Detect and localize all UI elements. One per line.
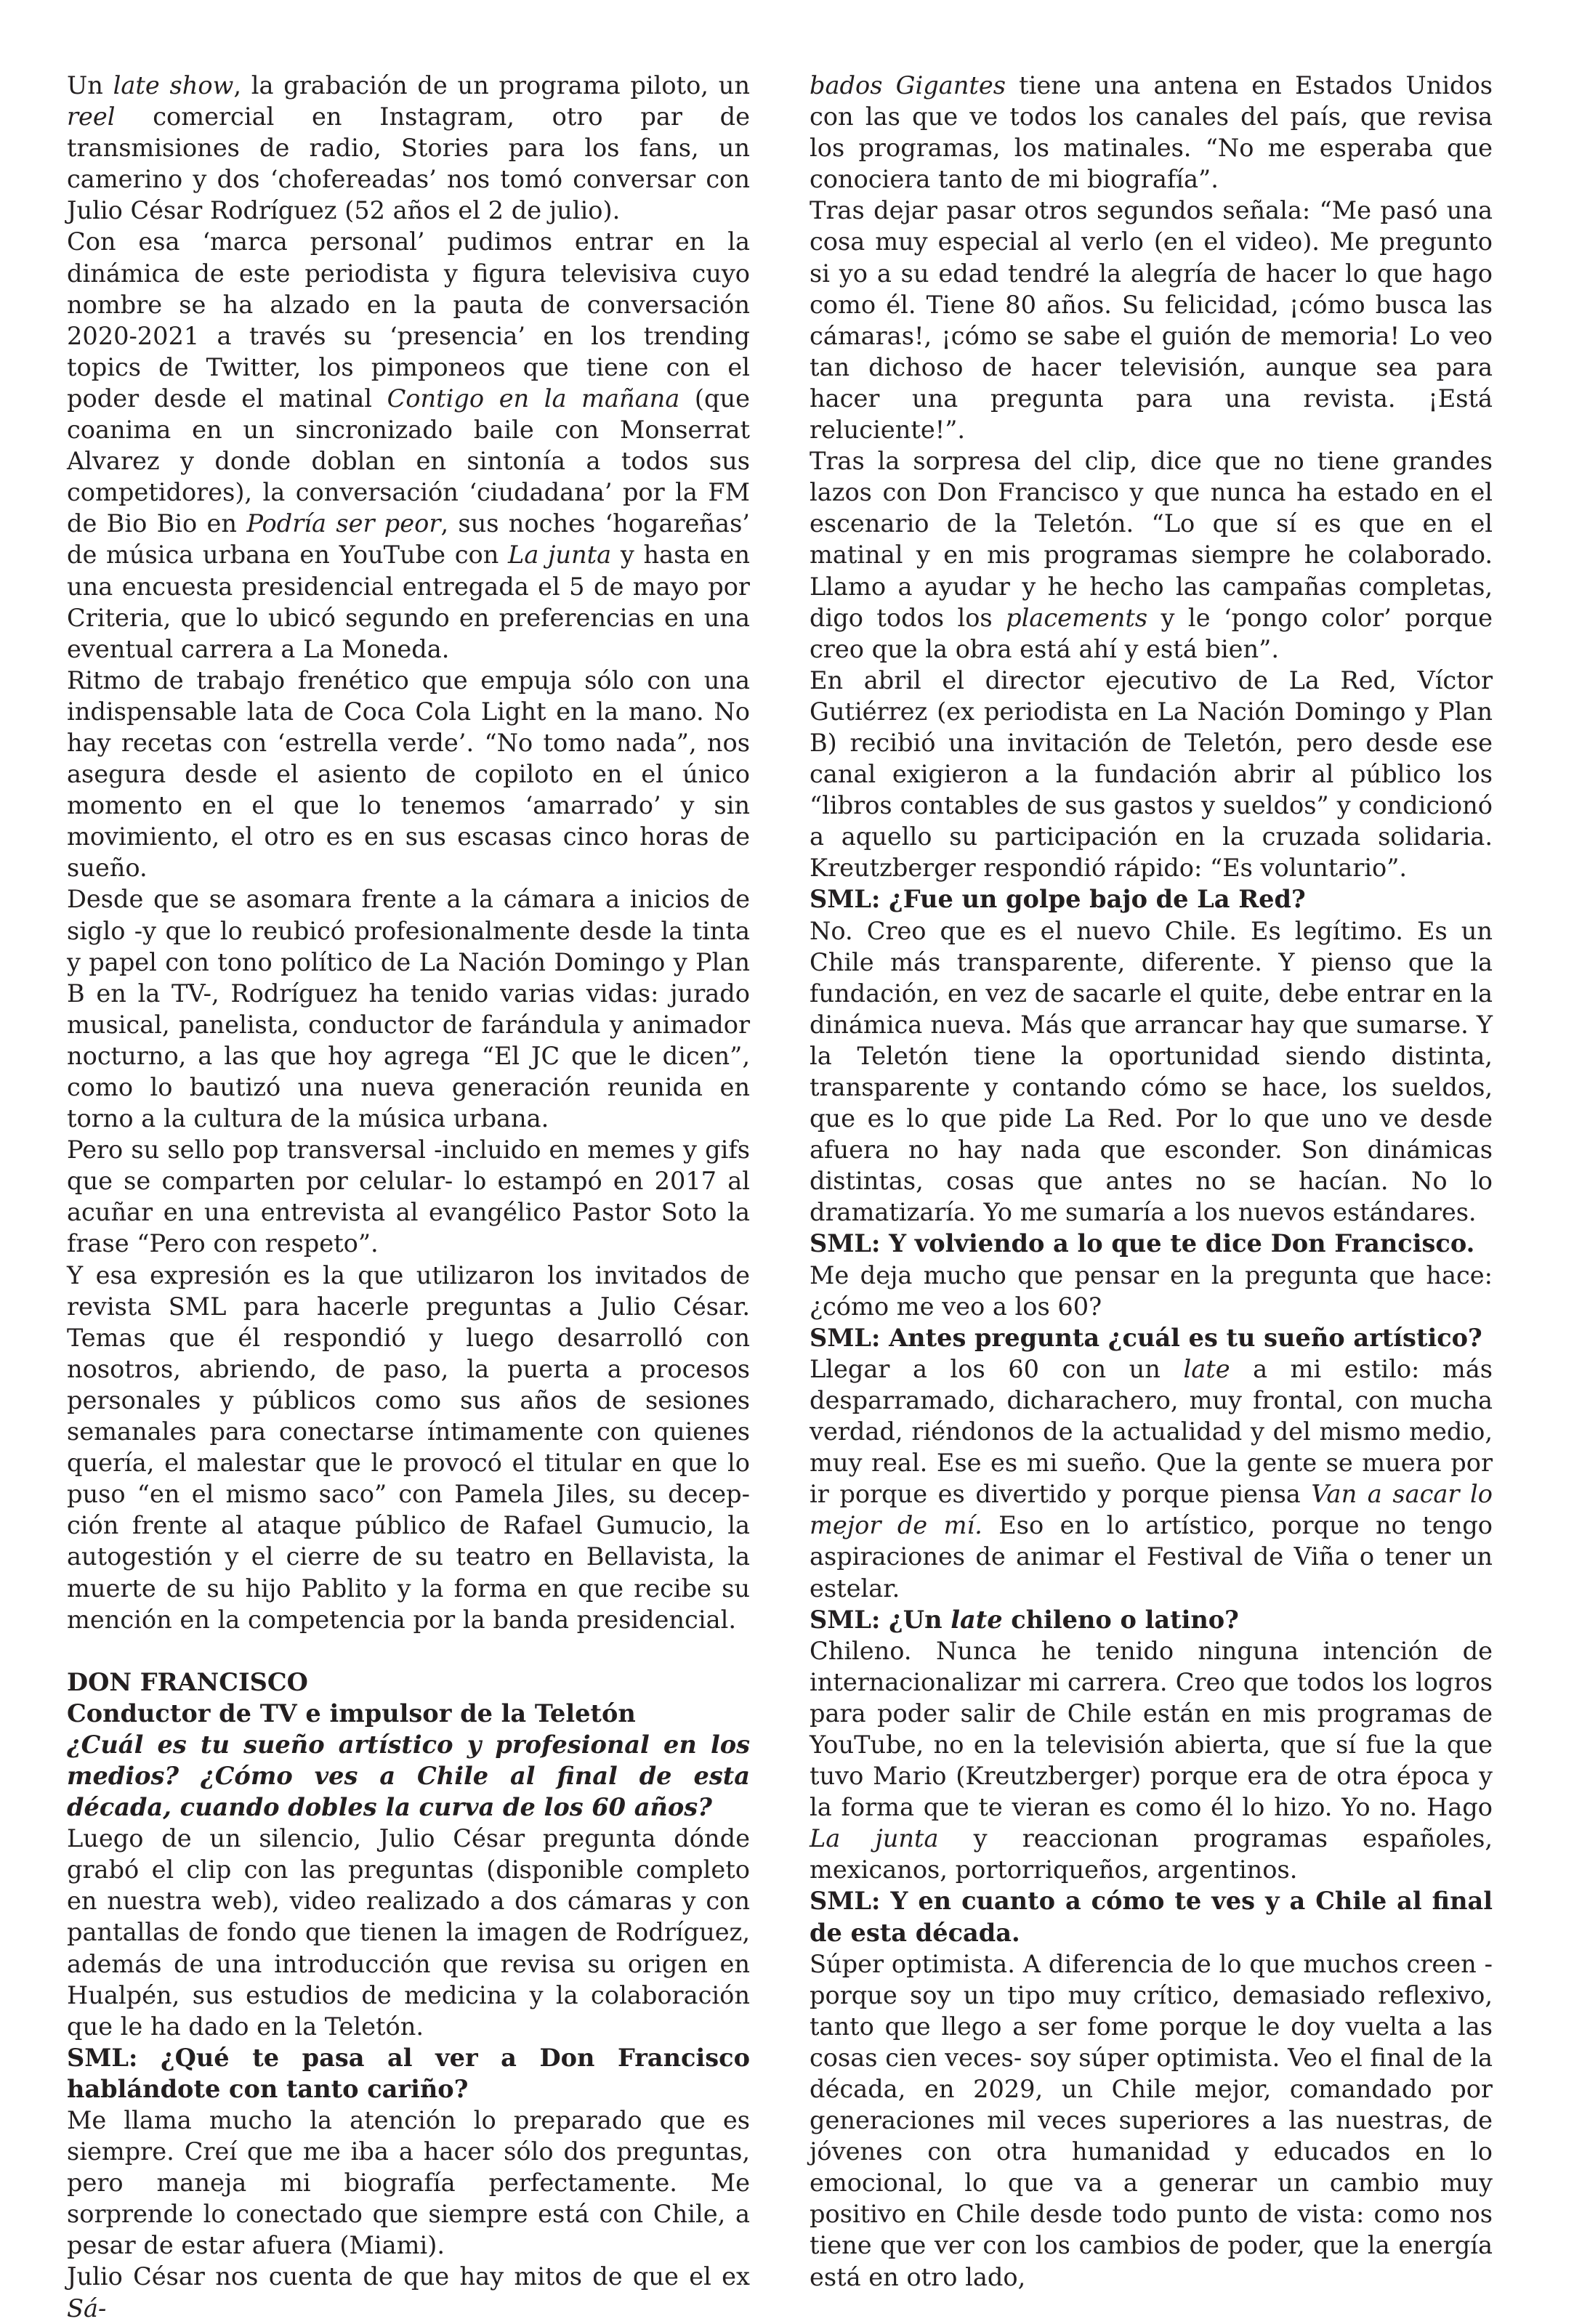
right-column [810, 70, 1493, 2293]
left-column [67, 70, 750, 2324]
interview-answer: Súper optimista. A diferencia de lo que muchos creen -porque soy un tipo muy crítico, demasiado reflexivo, tanto que llego a ser fome porque le doy vuelta a las cosas cien veces- soy súper optimista. Veo el final de la década, en 2029, un Chile mejor, comandado por generaciones mil veces superiores a las nuestras, de jóvenes con otra humanidad y educados en lo emocional, lo que va a generar un cambio muy positivo en Chile desde todo punto de vista: como nos tiene que ver con los cambios de poder, que la energía está en otro lado, [810, 1949, 1493, 2291]
body-paragraph: bados Gigantes tiene una antena en Estados Unidos con las que ve todos los canales del país, que revisa los programas, los matinales. “No me esperaba que conociera tanto de mi biografía”. [810, 71, 1493, 194]
interview-answer: Me deja mucho que pensar en la pregunta que hace: ¿cómo me veo a los 60? [810, 1260, 1493, 1321]
guest-name: DON FRANCISCO [67, 1667, 308, 1696]
interview-answer: Chileno. Nunca he tenido ninguna intención de internacionalizar mi carrera. Creo que todos los logros para poder salir de Chile están en mis programas de YouTube, no en la televisión abierta, que sí fue la que tuvo Mario (Kreutzberger) porque era de otra época y la forma que te vieran es como él lo hizo. Yo no. Hago La junta y reaccionan programas españoles, mexicanos, portorriqueños, argentinos. [810, 1636, 1493, 1884]
body-paragraph: Y esa expresión es la que utilizaron los invitados de revista SML para hacerle preguntas a Julio César. Temas que él respondió y luego desarrolló con nosotros, abriendo, de paso, la puerta a procesos personales y públicos como sus años de sesiones semanales para conectarse íntimamente con quienes quería, el malestar que le provocó el titular en que lo puso “en el mismo saco” con Pamela Jiles, su decepción frente al ataque público de Rafael Gumucio, la autogestión y el cierre de su teatro en Bellavista, la muerte de su hijo Pablito y la forma en que recibe su mención en la competencia por la banda presidencial. [67, 1260, 750, 1634]
interview-question: SML: ¿Qué te pasa al ver a Don Francisco hablándote con tanto cariño? [67, 2042, 750, 2103]
guest-question: ¿Cuál es tu sueño artístico y profesional en los medios? ¿Cómo ves a Chile al final de esta década, cuando dobles la curva de los 60 años? [67, 1729, 750, 1822]
interview-question: SML: Antes pregunta ¿cuál es tu sueño artístico? [810, 1322, 1482, 1352]
interview-question: SML: Y volviendo a lo que te dice Don Francisco. [810, 1228, 1475, 1258]
intro-paragraph: Un late show, la grabación de un programa piloto, un reel comercial en Instagram, otro par de transmisiones de radio, Stories para los fans, un camerino y dos ‘chofereadas’ nos tomó conversar con Julio César Rodríguez (52 años el 2 de julio). [67, 71, 750, 225]
body-paragraph: Luego de un silencio, Julio César pregunta dónde grabó el clip con las preguntas (disponible completo en nuestra web), video realizado a dos cámaras y con pantallas de fondo que tienen la imagen de Rodríguez, además de una introducción que revisa su origen en Hualpén, sus estudios de medicina y la colaboración que le ha dado en la Teletón. [67, 1824, 750, 2041]
body-paragraph: Pero su sello pop transversal -incluido en memes y gifs que se comparten por celular- lo estampó en 2017 al acuñar en una entrevista al evangélico Pastor Soto la frase “Pero con respeto”. [67, 1135, 750, 1258]
body-paragraph: Desde que se asomara frente a la cámara a inicios de siglo -y que lo reubicó profesionalmente desde la tinta y papel con tono político de La Nación Domingo y Plan B en la TV-, Rodríguez ha tenido varias vidas: jurado musical, panelista, conductor de farándula y animador nocturno, a las que hoy agrega “El JC que le dicen”, como lo bautizó una nueva generación reunida en torno a la cultura de la música urbana. [67, 885, 750, 1133]
interview-answer: Me llama mucho la atención lo preparado que es siempre. Creí que me iba a hacer sólo dos preguntas, pero maneja mi biografía perfectamente. Me sorprende lo conectado que siempre está con Chile, a pesar de estar afuera (Miami). [67, 2106, 750, 2260]
body-paragraph: Con esa ‘marca personal’ pudimos entrar en la dinámica de este periodista y figura televisiva cuyo nombre se ha alzado en la pauta de conversación 2020-2021 a través su ‘presencia’ en los trending topics de Twitter, los pimponeos que tiene con el poder desde el matinal Contigo en la mañana (que coanima en un sincronizado baile con Monserrat Alvarez y donde doblan en sintonía a todos sus competidores), la conversación ‘ciudadana’ por la FM de Bio Bio en Podría ser peor, sus noches ‘hogareñas’ de música urbana en YouTube con La junta y hasta en una encuesta presidencial entregada el 5 de mayo por Criteria, que lo ubicó segundo en preferencias en una eventual carrera a La Moneda. [67, 227, 751, 663]
body-paragraph: Julio César nos cuenta de que hay mitos de que el ex Sá- [67, 2262, 750, 2323]
guest-role: Conductor de TV e impulsor de la Teletón [67, 1698, 636, 1728]
body-paragraph: Tras dejar pasar otros segundos señala: “Me pasó una cosa muy especial al verlo (en el video). Me pregunto si yo a su edad tendré la alegría de hacer lo que hago como él. Tiene 80 años. Su felicidad, ¡cómo busca las cámaras!, ¡cómo se sabe el guión de memoria! Lo veo tan dichoso de hacer televisión, aunque sea para hacer una pregunta para una revista. ¡Está reluciente!”. [810, 196, 1493, 445]
interview-question: SML: Y en cuanto a cómo te ves y a Chile al final de esta década. [810, 1886, 1493, 1947]
body-paragraph: Tras la sorpresa del clip, dice que no tiene grandes lazos con Don Francisco y que nunca ha estado en el escenario de la Teletón. “Lo que sí es que en el matinal y en mis programas siempre he colaborado. Llamo a ayudar y he hecho las campañas completas, digo todos los placements y le ‘pongo color’ porque creo que la obra está ahí y está bien”. [810, 447, 1493, 663]
interview-question: SML: ¿Fue un golpe bajo de La Red? [810, 884, 1306, 914]
section-spacer [67, 1635, 750, 1667]
interview-answer: Llegar a los 60 con un late a mi estilo: más desparramado, dicharachero, muy frontal, con mucha verdad, riéndonos de la actualidad y del mismo medio, muy real. Ese es mi sueño. Que la gente se muera por ir porque es divertido y porque piensa Van a sacar lo mejor de mí. Eso en lo artístico, porque no tengo aspiraciones de animar el Festival de Viña o tener un estelar. [810, 1354, 1493, 1603]
body-paragraph: En abril el director ejecutivo de La Red, Víctor Gutiérrez (ex periodista en La Nación Domingo y Plan B) recibió una invitación de Teletón, pero desde ese canal exigieron a la fundación abrir al público los “libros contables de sus gastos y sueldos” y condicionó a aquello su participación en la cruzada solidaria. Kreutzberger respondió rápido: “Es voluntario”. [810, 665, 1493, 883]
interview-answer: No. Creo que es el nuevo Chile. Es legítimo. Es un Chile más transparente, diferente. Y pienso que la fundación, en vez de sacarle el quite, debe entrar en la dinámica nueva. Más que arrancar hay que sumarse. Y la Teletón tiene la oportunidad siendo distinta, transparente y contando cómo se hace, los sueldos, que es lo que pide La Red. Por lo que uno ve desde afuera no hay nada que esconder. Son dinámicas distintas, cosas que antes no se hacían. No lo dramatizaría. Yo me sumaría a los nuevos estándares. [810, 916, 1493, 1227]
body-paragraph: Ritmo de trabajo frenético que empuja sólo con una indispensable lata de Coca Cola Light en la mano. No hay recetas con ‘estrella verde’. “No tomo nada”, nos asegura desde el asiento de copiloto en el único momento en el que lo tenemos ‘amarrado’ y sin movimiento, el otro es en sus escasas cinco horas de sueño. [67, 665, 750, 883]
interview-question: SML: ¿Un late chileno o latino? [810, 1604, 1239, 1634]
